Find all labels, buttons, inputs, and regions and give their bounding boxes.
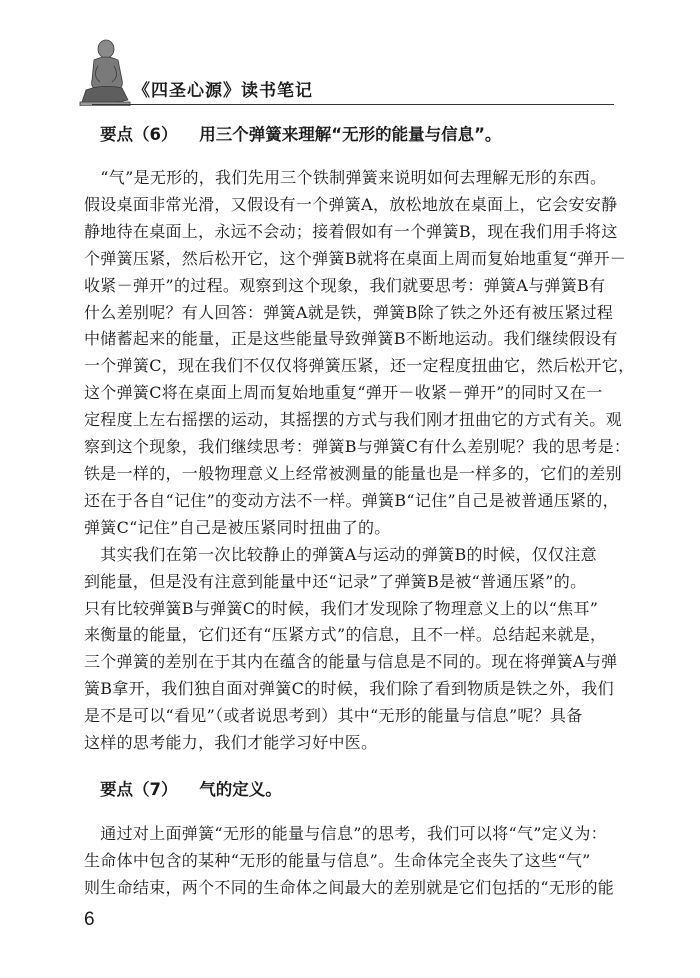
running-head: 《四圣心源》读书笔记 [133,81,313,101]
text-line: “气”是无形的，我们先用三个铁制弹簧来说明如何去理解无形的东西。 [84,168,607,187]
text-line: 这样的思考能力，我们才能学习好中医。 [84,733,378,753]
page-body [84,122,635,902]
text-line: 三个弹簧的差别在于其内在蕴含的能量与信息是不同的。现在将弹簧A与弹 [84,652,618,672]
text-line: 其实我们在第一次比较静止的弹簧A与运动的弹簧B的时候，仅仅注意 [84,544,597,564]
text-line: 弹簧C“记住”自己是被压紧同时扭曲了的。 [84,517,391,537]
header-divider [92,104,614,105]
text-line: 收紧－弹开”的过程。观察到这个现象，我们就要思考：弹簧A与弹簧B有 [84,275,606,295]
text-line: 簧B拿开，我们独自面对弹簧C的时候，我们除了看到物质是铁之外，我们 [84,679,614,699]
text-line: 还在于各自“记住”的变动方法不一样。弹簧B“记住”自己是被普通压紧的， [84,490,619,510]
text-line: 只有比较弹簧B与弹簧C的时候，我们才发现除了物理意义上的以“焦耳” [84,598,599,618]
text-line: 到能量，但是没有注意到能量中还“记录”了弹簧B是被“普通压紧”的。 [84,571,587,591]
text-line: 通过对上面弹簧“无形的能量与信息”的思考，我们可以将“气”定义为： [84,823,607,843]
paragraph [84,542,618,757]
text-line: 来衡量的能量，它们还有“压紧方式”的信息，且不一样。总结起来就是， [84,625,607,645]
text-line: 察到这个现象，我们继续思考：弹簧B与弹簧C有什么差别呢？我的思考是： [84,437,631,457]
paragraph [84,165,635,542]
text-line: 静地待在桌面上，永远不会动；接着假如有一个弹簧B，现在我们用手将这 [84,221,618,241]
seated-figure-illustration [72,36,134,106]
section-label: 要点（6） [100,125,178,144]
text-line: 这个弹簧C将在桌面上周而复始地重复“弹开－收紧－弹开”的同时又在一 [84,383,603,403]
text-line: 一个弹簧C，现在我们不仅仅将弹簧压紧，还一定程度扭曲它，然后松开它， [84,356,635,376]
text-line: 假设桌面非常光滑，又假设有一个弹簧A，放松地放在桌面上，它会安安静 [84,194,618,214]
section-heading-6 [84,122,614,148]
section-label: 要点（7） [100,779,178,799]
text-line: 生命体中包含的某种“无形的能量与信息”。生命体完全丧失了这些“气” [84,850,591,870]
section-title: 气的定义。 [199,779,282,799]
text-line: 则生命结束，两个不同的生命体之间最大的差别就是它们包括的“无形的能 [84,877,615,897]
section-heading-7 [84,777,614,803]
page-number: 6 [84,909,95,930]
text-line: 铁是一样的，一般物理意义上经常被测量的能量也是一样多的，它们的差别 [84,463,622,483]
text-line: 什么差别呢？有人回答：弹簧A就是铁，弹簧B除了铁之外还有被压紧过程 [84,302,614,322]
text-line: 个弹簧压紧，然后松开它，这个弹簧B就将在桌面上周而复始地重复“弹开－ [84,248,627,268]
text-line: 是不是可以“看见”（或者说思考到）其中“无形的能量与信息”呢？具备 [84,706,583,726]
text-line: 定程度上左右摇摆的运动，其摇摆的方式与我们刚才扭曲它的方式有关。观 [84,410,622,430]
paragraph [84,821,614,902]
text-line: 中储蓄起来的能量，正是这些能量导致弹簧B不断地运动。我们继续假设有 [84,329,618,349]
section-title: 用三个弹簧来理解“无形的能量与信息”。 [199,125,502,144]
